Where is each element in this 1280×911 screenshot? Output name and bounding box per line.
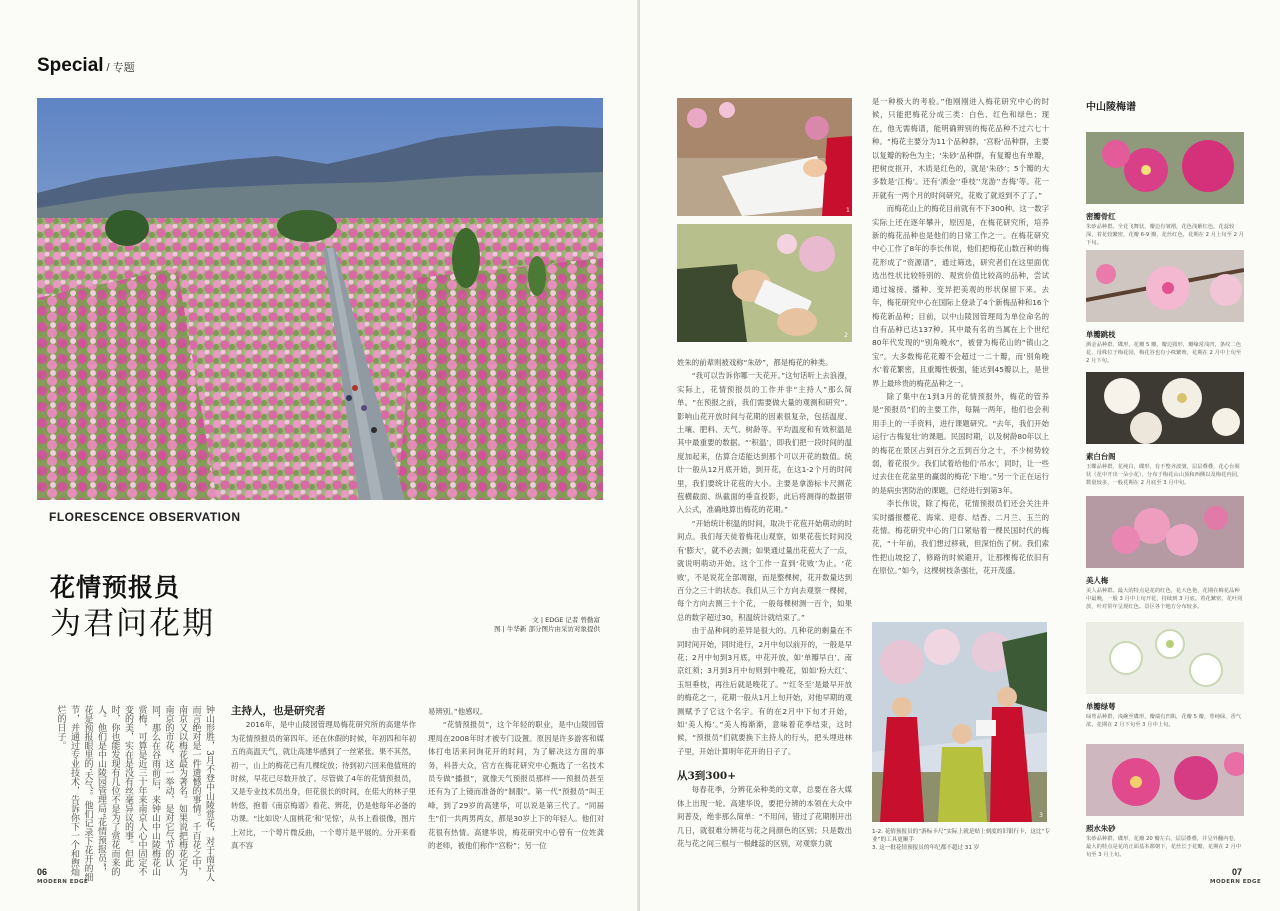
flower-photo [1086, 132, 1244, 204]
paragraph: “花情预报员”，这个年轻的职业，是中山陵园管理局在2008年时才被专门设置。原因是许多游客和媒体打电话来问询花开的时间，为了解决这方面的事务，科普大众，官方在梅花研究中心甄选了一名技术员专做“播报”，就像天气预报员那样——预报员甚至还有为了上镜而准备的“制服”。第一代“预报员”叫王峰，到了29岁的高建华，可以说是第三代了。“同届生”们一共两男两女，都是30岁上下的年轻人。他们对花很有热情。高建华说，梅花研究中心曾有一位姓龚的老师，被他们称作“宫粉”；另一位 [428, 720, 604, 851]
flower-desc: 玉蝶品种群，花纯白，碟形，有不整齐波皱，层层叠叠，花心台阁状（花中开出一朵小花），分布于梅花山山顶和西侧以及梅花内园，数量较多，一般花期在 2 月底至 3 月中旬。 [1086, 464, 1243, 486]
photo-badge: 2 [844, 332, 848, 339]
flower-photo [1086, 250, 1244, 322]
hero-photo [37, 98, 603, 500]
photo-measuring-record [677, 98, 852, 216]
section-sub: / 专题 [106, 62, 135, 74]
paragraph: 而梅花山上的梅花目前就有不下300种。这一数字实际上还在逐年攀升，原因是，在梅花研究所，培养新的梅花品种也是他们的日常工作之一。在梅花研究中心工作了8年的李长伟说，他们把梅花山数百种的梅花形成了“资源谱”，通过筛选，研究者们在这里面优选出性状比较特别的、观赏价值比较高的品种，尝试通过嫁接、播种、变异把美观的形状保留下来。去年，梅花研究中心在国际上登录了4个新梅品种和16个梅花新品种；目前，以中山陵园管理局为单位命名的自有品种已达137种。其中最有名的当属在上个世纪80年代发现的“别角晚水”，被誉为梅花山的“镇山之宝”。大多数梅花花瓣不会超过一二十瓣，而‘别角晚水’着花繁密，且重瓣性极强，能达到45瓣以上，是世界上最珍贵的梅花品种之一。 [872, 204, 1049, 388]
page-number-left: 06 [37, 867, 48, 877]
flower-name: 密瓣骨红 [1086, 212, 1116, 221]
photo-caption-line: 3. 这一批花情预报员的年纪都不超过 31 岁 [872, 845, 980, 851]
section-name: Special [37, 55, 104, 76]
flower-desc: 绿萼品种群，浅碗至碟形，瓣端有凹陷，花瓣 5 瓣，萼纯绿，香气浓，花期在 2 月下旬至 3 月中上旬。 [1086, 714, 1242, 728]
article-subtitle: 为君问花期 [50, 606, 215, 642]
footer-label-left: MODERN EDGE [37, 879, 89, 885]
flower-card [1086, 622, 1244, 730]
flower-desc: 洒金品种群，碟形，花瓣 5 瓣，瓣边圆形，瓣缘常浅凹，条纹二色花，母株位于梅花园，梅花谷也有小株繁殖，花期在 2 月中上旬至 2 月下旬。 [1086, 342, 1242, 364]
column-3-tail [677, 770, 852, 888]
paragraph: “我可以告诉你哪一天花开。”这句话听上去浪漫，实际上，花情预报员的工作并非“主持人”那么简单。“在预报之前，我们需要做大量的观测和研究”。影响山花开放时间与花期的因素很复杂，包括温度、土壤、肥料、天气、树龄等。平均温度和有效积温是其中最重要的数据。“‘积温’，即我们把一段时间的温度加起来，估算合适能达到那个可以开花的数值。统计一般从12月底开始，到开花，在这1-2个月的时间里，我们要统计花苞的大小。主要是拿游标卡尺测花苞横截面、纵截面的垂直投影，此后将测得的数据带入公式，准确地算出梅花的花期。” [677, 371, 852, 515]
flower-card [1086, 372, 1244, 487]
flower-photo [1086, 496, 1244, 568]
flower-photo [1086, 744, 1244, 816]
flower-desc: 朱砂品种群，碟形，花瓣 20 瓣左右，层层叠叠，并呈外翻内卷，最大的特点是花的正面基本都朝下，花丝长于花瓣，花期在 2 月中旬至 3 月上旬。 [1086, 836, 1242, 858]
flower-name: 素白台阁 [1086, 452, 1116, 461]
paragraph: 是一种极大的考验。”他刚刚进入梅花研究中心的时候，只能把梅花分成三类：白色、红色和绿色；现在，他无需梅谱，能明确辨别的梅花品种不过六七十种。“梅花主要分为11个品种群，‘宫粉’品种群，主要以复瓣的粉色为主；‘朱砂’品种群，有复瓣也有单瓣，把树皮抠开，木质是红色的，就是‘朱砂’；5个瓣的大多数是‘江梅’。还有‘洒金’‘垂枝’‘龙游’‘杏梅’等。花一开就有一两个月的时间研究，花败了就返到不了了。” [872, 97, 1049, 200]
paragraph: “开始统计积温的时间，取决于花苞开始萌动的时间点。我们每天徒着梅花山观察，如果花苞长时间没有‘膨大’，就不必去测；如果通过量出花苞大了一点，就说明萌动开始。这个工作一直到‘花败’为止。‘花败’，不是说花全部凋谢，而是整棵树，花开数量达到百分之三十的状态。我们从三个方向去观察一棵树，每个方向去测三十个花，一般每棵树测一百个，如果总的数字超过30，积温统计就结束了。” [677, 518, 852, 622]
credit-photographer: 图 | 牛华新 部分图片由采访对象提供 [494, 625, 600, 633]
paragraph: 2016年，是中山陵园管理局梅花研究所的高建华作为花情预报员的第四年。还在休假的时候，年初四和年初五的高温天气，就让高建华感到了一丝紧张。果不其然，初一，山上的梅花已有几棵绽放；待到初六回来他值班的时候，早花已尽数开放了。尽管做了4年的花情预报员，又是专业技术员出身，但花很长的时间，在偌大的林子里转悠，抱着《南京梅谱》看花、辨花，仍是他每年必备的功课。“比如说‘人面桃花’和‘见惊’，从书上看很像，图片上对比，一个萼片微反曲，一个萼片是平展的。分开来看真不容 [231, 720, 416, 851]
flower-name: 照水朱砂 [1086, 824, 1116, 833]
paragraph: 李长伟说，除了梅花，花情预报员们还会关注并实时播报樱花、海棠、迎春、结香、二月兰、玉兰的花情。梅花研究中心的门口紧贴着一棵民国时代的梅花，“十年前，我们想过移栽，但深怕伤了树。我们索性把山坡挖了，修路的时候避开，让那棵梅花依旧有在原位。”如今，这棵树枝条强壮，花开茂盛。 [872, 499, 1049, 576]
footer-label-right: MODERN EDGE [1210, 879, 1262, 885]
article-credits [380, 616, 600, 634]
paragraph: 由于品种间的差异是很大的。几种花的剩量在不同时间开始，同时进行，2月中旬以前开的，一般是早花；2月中旬到3月底，中花开放，如‘单瓣早白’、南京红须；3月到3月中旬则到中晚花，如如‘粉大红’、玉垣垂枝，再往后就是晚花了。“‘红冬至’是最早开放的梅花之一，花期一般从1月上旬开始，对他早期的观测赋予了它这个名字。有的在2月中下旬才开始，如‘美人梅’。”美人梅渐渐，意味着花季结束，这时候，“预报员”们就要换下主持人的行头，把头埋进林子里，开始计算明年花开的日子了。 [677, 626, 852, 756]
flower-card [1086, 496, 1244, 611]
flower-card [1086, 132, 1244, 247]
flower-name: 单瓣绿萼 [1086, 702, 1116, 711]
flower-card [1086, 250, 1244, 365]
flower-desc: 朱砂品种群。全花飞舞状，瓣边有皱褶，花色浅紫红色，花蕊较深，着花较繁密，花瓣 6-9 瓣，花丝红色，花期在 2 月上旬至 2 月下旬。 [1086, 224, 1244, 246]
photo-caption-line: 1-2. 花情预报员的“游标卡尺”实际上就是贴上刻度的旧银行卡，这比“专业”的工具更顺手 [872, 829, 1051, 843]
flower-photo [1086, 622, 1244, 694]
intro-vertical-text: 钟山形胜，3月不登中山陵赏花，对于南京人而言绝对是一件遗憾的事情。千百花之中，南京又以梅花最为著名。如果说把梅花定为南京的市花，这一举动，是对它气节的认同，那么在谷雨前后，来钟山中山陵梅花山赏梅，可算是近三十年来南京人心中固定不变的美，实在是没有丝毫异议的事。但此时，你也能发现有几位不是为了赏花而来的人。他们是中山陵园管理局“花情预报员”，花是预报眼里的‘天气’。他们记录下花开的细节，并通过专业技术，告诉你下一个和煦灿烂的日子。 [55, 705, 214, 882]
column-1 [231, 705, 416, 885]
flower-name: 单瓣跳枝 [1086, 330, 1116, 339]
paragraph: 除了集中在1到3月的花情预报外，梅花的管养是“预报员”们的主要工作，每隔一两年，他们也会利用手上的一手资料，进行课题研究。“去年，我们开始运行‘古梅复壮’的课题。民国时期，以及树龄80年以上的梅花在景区占到百分之五到百分之十，不少树势较弱，着花很少。我们试着给他们‘吊水’，同时，让一些过去住在花盆里的赢弱的梅花‘下地’。”另一个正在运行的是病虫害防治的课题，已经进行到第3年。 [872, 391, 1049, 495]
column-3 [677, 356, 852, 764]
caption-english: FLORESCENCE OBSERVATION [49, 510, 241, 524]
article-title: 花情预报员 [50, 573, 181, 602]
flower-desc: 美人品种群。最大的特点是花的红色，花大色艳，花期在梅花品种中最晚，一般 3 月中上旬开花，持续到 3 月底。着花繁密，花叶同放，叶对常年呈现红色。景区各个地方分布较多。 [1086, 588, 1243, 610]
credit-writer: 文 | EDGE 记者 曾勤富 [532, 616, 600, 624]
paragraph: 姓朱的前辈则被戏称“朱砂”，都是梅花的种类。 [677, 358, 833, 367]
photo-badge: 3 [1039, 812, 1043, 819]
flower-name: 美人梅 [1086, 576, 1109, 585]
page-number-right: 07 [1232, 867, 1243, 877]
photo-caliper-card [677, 224, 852, 342]
paragraph: 易辨别。”他感叹。 [428, 707, 488, 716]
photo-caption [872, 828, 1052, 852]
subhead-3-to-300: 从3到300+ [677, 770, 737, 782]
column-4 [872, 95, 1049, 608]
flower-card [1086, 744, 1244, 859]
paragraph: 每春花季，分辨花朵种类的文章，总要在各大媒体上出现一轮。高建华说，要把分辨的本领在大众中间普及，绝非那么简单：“不用问，错过了花期刚开出几日，就很难分辨花与花之间颜色的区别；只是数出花与花之间三根与一根雌蕊的区别，对观察力就 [677, 785, 852, 849]
column-2 [428, 705, 604, 885]
subhead-host-researcher: 主持人，也是研究者 [231, 705, 326, 717]
section-label [37, 55, 135, 77]
photo-badge: 1 [846, 207, 850, 214]
flower-photo [1086, 372, 1244, 444]
sidebar-title: 中山陵梅谱 [1086, 102, 1136, 113]
photo-forecasters-group [872, 622, 1047, 822]
